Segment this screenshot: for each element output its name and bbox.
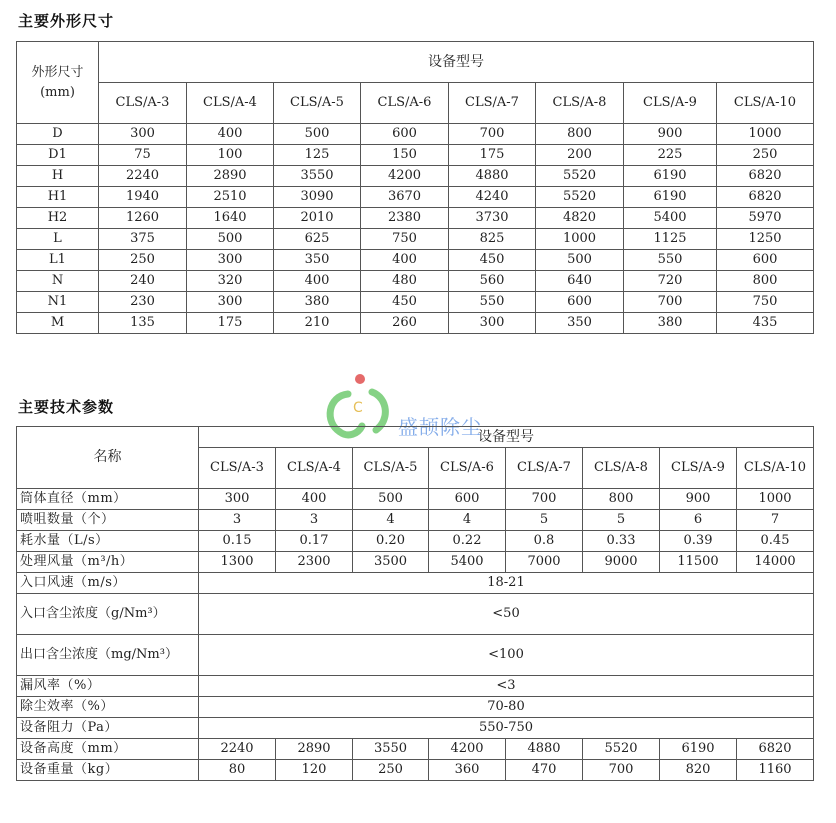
table-cell: 600 [717,250,814,271]
table-cell: 5 [583,510,660,531]
table-cell: 500 [536,250,624,271]
table-cell: 800 [536,124,624,145]
table-row [17,739,814,760]
parameter-label: 处理风量（m³/h） [17,552,199,573]
dimensions-model-header: CLS/A-8 [536,83,624,124]
table-cell: 640 [536,271,624,292]
table-cell: 500 [274,124,361,145]
table-cell: 4880 [506,739,583,760]
section-title-dimensions: 主要外形尺寸 [18,12,115,30]
table-row [17,718,814,739]
table-cell: 7 [737,510,814,531]
table-cell: 1160 [737,760,814,781]
table-cell: 3090 [274,187,361,208]
table-cell: 360 [429,760,506,781]
dimension-label: N [17,271,99,292]
table-cell: 1000 [717,124,814,145]
table-cell: 750 [717,292,814,313]
table-cell: 300 [187,250,274,271]
parameter-label: 设备高度（mm） [17,739,199,760]
table-cell: 300 [187,292,274,313]
table-cell: 2890 [276,739,353,760]
table-cell: 825 [449,229,536,250]
table-row [17,166,814,187]
dimension-label: M [17,313,99,334]
dimension-label: L1 [17,250,99,271]
table-cell: 3 [199,510,276,531]
dimensions-model-header: CLS/A-5 [274,83,361,124]
table-cell: 7000 [506,552,583,573]
table-cell: 5520 [583,739,660,760]
table-cell: 500 [187,229,274,250]
parameter-label: 入口风速（m/s） [17,573,199,594]
table-cell: 1125 [624,229,717,250]
table-cell: 1260 [99,208,187,229]
table-cell: 2380 [361,208,449,229]
table-cell: 0.15 [199,531,276,552]
parameter-label: 出口含尘浓度（mg/Nm³） [17,635,199,676]
table-cell: 6190 [660,739,737,760]
table-cell: 250 [99,250,187,271]
table-cell: 3550 [274,166,361,187]
dimensions-group-header: 设备型号 [99,42,814,83]
table-cell: 1300 [199,552,276,573]
parameter-label: 筒体直径（mm） [17,489,199,510]
table-row [17,187,814,208]
parameters-corner-label: 名称 [17,427,199,489]
table-cell: 700 [583,760,660,781]
table-cell: <50 [199,594,814,635]
parameters-model-header: CLS/A-4 [276,448,353,489]
table-cell: 470 [506,760,583,781]
table-cell: 4 [353,510,429,531]
table-cell: 400 [187,124,274,145]
table-cell: 3500 [353,552,429,573]
parameters-model-header: CLS/A-10 [737,448,814,489]
table-cell: 230 [99,292,187,313]
table-row [17,510,814,531]
table-cell: 900 [660,489,737,510]
table-cell: 3670 [361,187,449,208]
dimensions-corner-label: 外形尺寸(mm) [17,42,99,124]
table-cell: 6 [660,510,737,531]
table-cell: 75 [99,145,187,166]
dimension-label: H1 [17,187,99,208]
table-cell: 4880 [449,166,536,187]
table-cell: 5400 [429,552,506,573]
table-cell: 380 [624,313,717,334]
table-cell: 6190 [624,166,717,187]
table-cell: 375 [99,229,187,250]
table-cell: 400 [276,489,353,510]
table-cell: 210 [274,313,361,334]
table-cell: 0.8 [506,531,583,552]
table-cell: 14000 [737,552,814,573]
table-cell: 300 [199,489,276,510]
table-row [17,145,814,166]
table-cell: 800 [583,489,660,510]
table-cell: 600 [429,489,506,510]
parameter-label: 设备重量（kg） [17,760,199,781]
table-cell: 2240 [199,739,276,760]
table-cell: 150 [361,145,449,166]
table-cell: 2890 [187,166,274,187]
table-cell: 2510 [187,187,274,208]
table-cell: 5400 [624,208,717,229]
table-cell: 120 [276,760,353,781]
table-cell: 200 [536,145,624,166]
table-cell: 900 [624,124,717,145]
dimension-label: H2 [17,208,99,229]
table-cell: 480 [361,271,449,292]
table-row [17,124,814,145]
table-cell: 550 [624,250,717,271]
parameter-label: 耗水量（L/s） [17,531,199,552]
table-cell: 1000 [737,489,814,510]
table-row [17,573,814,594]
table-cell: 3730 [449,208,536,229]
table-cell: 0.17 [276,531,353,552]
table-cell: 400 [361,250,449,271]
table-cell: 125 [274,145,361,166]
table-cell: 3 [276,510,353,531]
table-cell: 400 [274,271,361,292]
table-cell: 4200 [429,739,506,760]
parameters-model-header: CLS/A-3 [199,448,276,489]
table-cell: 225 [624,145,717,166]
parameters-model-header: CLS/A-5 [353,448,429,489]
table-cell: 4200 [361,166,449,187]
table-row [17,635,814,676]
table-cell: 550 [449,292,536,313]
dimension-label: D [17,124,99,145]
table-cell: 6190 [624,187,717,208]
table-cell: 11500 [660,552,737,573]
table-row [17,489,814,510]
table-cell: <100 [199,635,814,676]
table-cell: 560 [449,271,536,292]
table-cell: 500 [353,489,429,510]
table-cell: 175 [187,313,274,334]
table-cell: 350 [274,250,361,271]
table-row [17,208,814,229]
parameters-model-header: CLS/A-8 [583,448,660,489]
dimensions-model-header: CLS/A-6 [361,83,449,124]
dimensions-model-header: CLS/A-9 [624,83,717,124]
table-cell: 625 [274,229,361,250]
table-cell: 5520 [536,166,624,187]
table-cell: 5970 [717,208,814,229]
parameter-label: 漏风率（%） [17,676,199,697]
table-cell: 450 [361,292,449,313]
table-cell: 100 [187,145,274,166]
table-cell: 600 [361,124,449,145]
table-row [17,594,814,635]
watermark-text: 盛颉除尘 [398,415,482,439]
table-cell: 0.22 [429,531,506,552]
dimensions-model-header: CLS/A-3 [99,83,187,124]
table-cell: 0.20 [353,531,429,552]
table-cell: 135 [99,313,187,334]
table-cell: 0.45 [737,531,814,552]
table-cell: 820 [660,760,737,781]
table-row [17,676,814,697]
dimension-label: H [17,166,99,187]
table-cell: 250 [353,760,429,781]
table-cell: 1940 [99,187,187,208]
table-row [17,250,814,271]
table-cell: 5 [506,510,583,531]
table-cell: 800 [717,271,814,292]
table-cell: 380 [274,292,361,313]
table-cell: 300 [449,313,536,334]
table-cell: <3 [199,676,814,697]
table-cell: 2240 [99,166,187,187]
table-cell: 750 [361,229,449,250]
table-row [17,531,814,552]
dimension-label: L [17,229,99,250]
table-cell: 350 [536,313,624,334]
table-cell: 18-21 [199,573,814,594]
table-cell: 0.33 [583,531,660,552]
table-row [17,697,814,718]
dimensions-model-header: CLS/A-4 [187,83,274,124]
table-cell: 240 [99,271,187,292]
table-cell: 1640 [187,208,274,229]
table-cell: 4820 [536,208,624,229]
table-cell: 80 [199,760,276,781]
parameter-label: 喷咀数量（个） [17,510,199,531]
table-row [17,271,814,292]
svg-text:C: C [353,400,363,416]
dimensions-model-header: CLS/A-7 [449,83,536,124]
table-cell: 6820 [737,739,814,760]
table-cell: 250 [717,145,814,166]
table-cell: 6820 [717,187,814,208]
section-title-parameters: 主要技术参数 [18,398,115,416]
parameters-table [16,426,814,781]
table-row [17,760,814,781]
parameter-label: 入口含尘浓度（g/Nm³） [17,594,199,635]
table-cell: 6820 [717,166,814,187]
table-cell: 720 [624,271,717,292]
table-cell: 320 [187,271,274,292]
table-cell: 450 [449,250,536,271]
dimensions-table [16,41,814,334]
table-cell: 0.39 [660,531,737,552]
table-cell: 4 [429,510,506,531]
table-cell: 600 [536,292,624,313]
dimension-label: N1 [17,292,99,313]
table-cell: 550-750 [199,718,814,739]
dimension-label: D1 [17,145,99,166]
table-cell: 5520 [536,187,624,208]
table-cell: 260 [361,313,449,334]
parameters-group-header: 设备型号 [199,427,814,448]
table-cell: 4240 [449,187,536,208]
table-row [17,313,814,334]
table-cell: 700 [506,489,583,510]
table-cell: 435 [717,313,814,334]
table-cell: 3550 [353,739,429,760]
table-cell: 300 [99,124,187,145]
table-row [17,292,814,313]
parameter-label: 设备阻力（Pa） [17,718,199,739]
table-cell: 9000 [583,552,660,573]
dimensions-model-header: CLS/A-10 [717,83,814,124]
table-cell: 175 [449,145,536,166]
table-row [17,229,814,250]
parameters-model-header: CLS/A-6 [429,448,506,489]
table-cell: 1250 [717,229,814,250]
table-cell: 700 [624,292,717,313]
parameter-label: 除尘效率（%） [17,697,199,718]
table-row [17,552,814,573]
table-cell: 2010 [274,208,361,229]
parameters-model-header: CLS/A-7 [506,448,583,489]
table-cell: 700 [449,124,536,145]
table-cell: 1000 [536,229,624,250]
table-cell: 2300 [276,552,353,573]
table-cell: 70-80 [199,697,814,718]
parameters-model-header: CLS/A-9 [660,448,737,489]
